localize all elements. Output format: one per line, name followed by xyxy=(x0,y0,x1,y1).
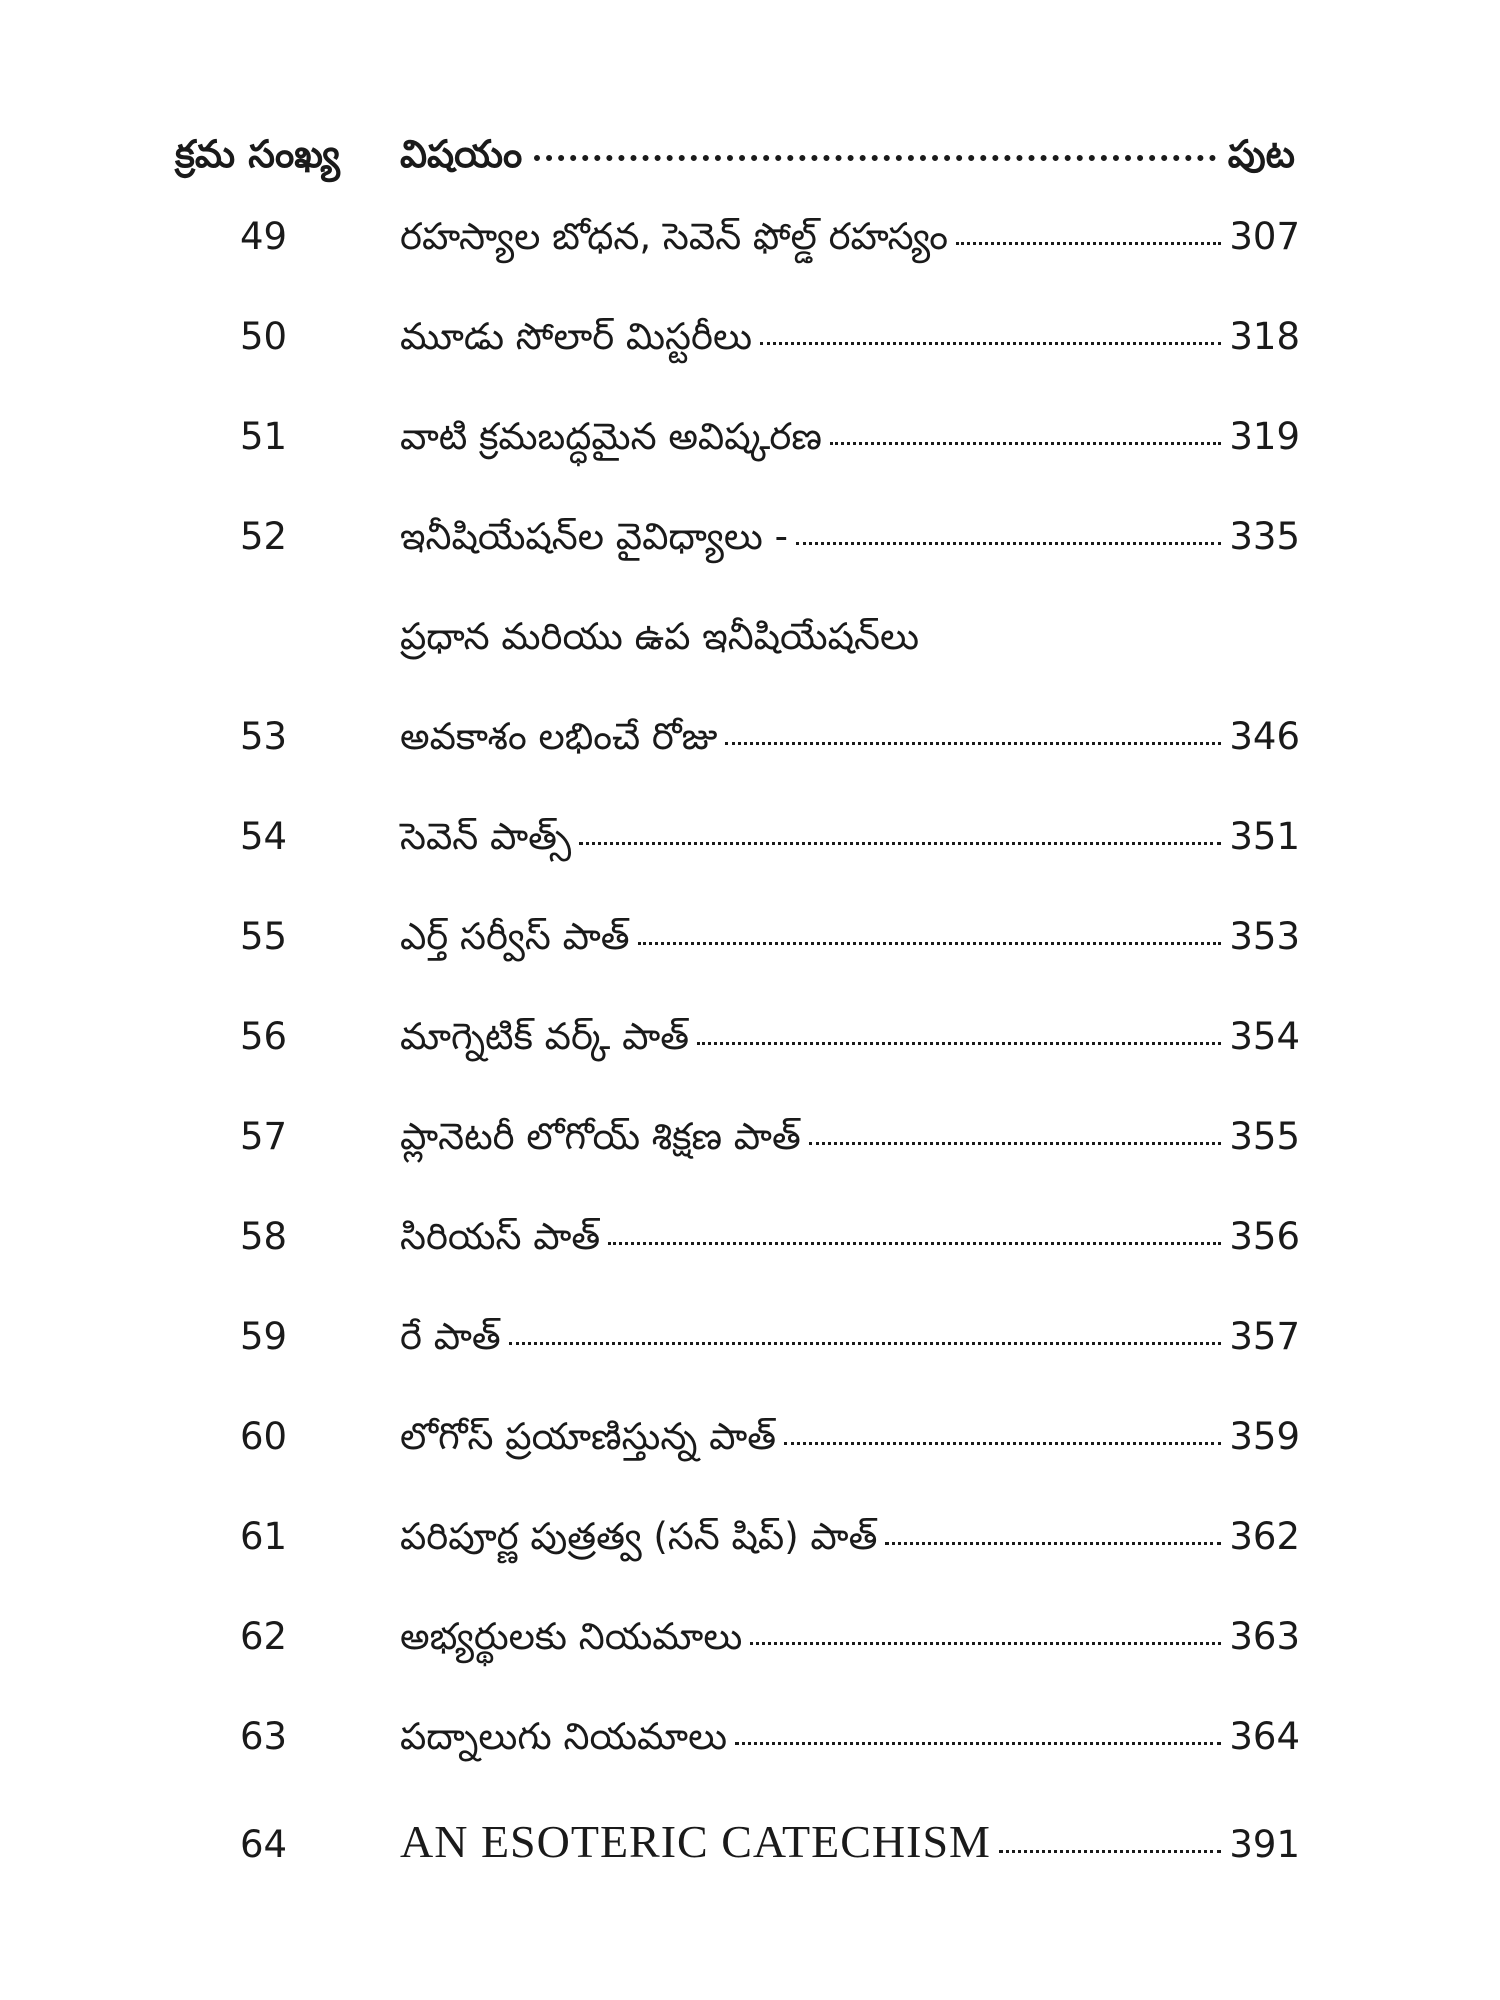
toc-entry xyxy=(240,515,1300,575)
entry-page: 319 xyxy=(1229,415,1300,458)
entry-number: 51 xyxy=(240,415,288,458)
dot-leader xyxy=(796,542,1221,545)
entry-title: మూడు సోలార్ మిస్టరీలు xyxy=(400,315,753,358)
toc-entry xyxy=(240,415,1300,475)
entry-title: రే పాత్ xyxy=(400,1315,501,1358)
dot-leader xyxy=(956,242,1221,245)
entry-page: 307 xyxy=(1229,215,1300,258)
toc-entry xyxy=(240,715,1300,775)
dot-leader xyxy=(735,1742,1221,1745)
dot-leader xyxy=(784,1442,1221,1445)
entry-title: సిరియస్ పాత్ xyxy=(400,1215,601,1258)
entry-page: 335 xyxy=(1229,515,1300,558)
entry-page: 356 xyxy=(1229,1215,1300,1258)
entry-number: 50 xyxy=(240,315,288,358)
entry-title: ఇనీషియేషన్‌ల వైవిధ్యాలు - xyxy=(400,515,788,558)
entry-page: 353 xyxy=(1229,915,1300,958)
dot-leader xyxy=(750,1642,1221,1645)
toc-entry xyxy=(240,1715,1300,1775)
entry-title: మాగ్నెటిక్ వర్క్ పాత్ xyxy=(400,1015,689,1058)
entry-number: 54 xyxy=(240,815,288,858)
dot-leader xyxy=(999,1850,1221,1853)
entry-page: 363 xyxy=(1229,1615,1300,1658)
entry-title: AN ESOTERIC CATECHISM xyxy=(400,1816,991,1867)
entry-number: 52 xyxy=(240,515,288,558)
entry-title: రహస్యాల బోధన, సెవెన్ ఫోల్డ్ రహస్యం xyxy=(400,215,949,258)
entry-title: ఎర్త్ సర్వీస్ పాత్ xyxy=(400,915,630,958)
entry-title: ప్లానెటరీ లోగోయ్ శిక్షణ పాత్ xyxy=(400,1115,801,1158)
dot-leader xyxy=(809,1142,1222,1145)
toc-entry xyxy=(240,915,1300,975)
entry-page: 357 xyxy=(1229,1315,1300,1358)
entry-page: 362 xyxy=(1229,1515,1300,1558)
toc-entry xyxy=(240,1015,1300,1075)
toc-entry xyxy=(240,815,1300,875)
entry-number: 55 xyxy=(240,915,288,958)
toc-entry xyxy=(240,215,1300,275)
toc-entry xyxy=(240,1615,1300,1675)
entry-page: 318 xyxy=(1229,315,1300,358)
entry-page: 351 xyxy=(1229,815,1300,858)
page-heading: పుట xyxy=(1227,132,1295,176)
entry-number: 61 xyxy=(240,1515,288,1558)
entry-title: లోగోస్ ప్రయాణిస్తున్న పాత్ xyxy=(400,1415,777,1458)
toc-entry xyxy=(240,1515,1300,1575)
entry-page: 355 xyxy=(1229,1115,1300,1158)
entry-title: వాటి క్రమబద్ధమైన అవిష్కరణ xyxy=(400,415,822,458)
toc-entry xyxy=(240,1315,1300,1375)
toc-entry xyxy=(240,1415,1300,1475)
entry-number: 58 xyxy=(240,1215,288,1258)
entry-number: 57 xyxy=(240,1115,288,1158)
entry-number: 62 xyxy=(240,1615,288,1658)
serial-number-heading: క్రమ సంఖ్య xyxy=(175,132,340,176)
toc-entry-continuation xyxy=(240,615,1300,675)
entry-number: 53 xyxy=(240,715,288,758)
entry-page: 359 xyxy=(1229,1415,1300,1458)
dot-leader xyxy=(638,942,1222,945)
entry-page: 354 xyxy=(1229,1015,1300,1058)
entry-title: అవకాశం లభించే రోజు xyxy=(400,715,718,758)
entry-title: ప్రధాన మరియు ఉప ఇనీషియేషన్‌లు xyxy=(400,615,920,658)
entry-page: 364 xyxy=(1229,1715,1300,1758)
entry-page: 391 xyxy=(1229,1823,1300,1866)
dot-leader xyxy=(830,442,1221,445)
dot-leader xyxy=(608,1242,1221,1245)
dot-leader xyxy=(579,842,1221,845)
dot-leader xyxy=(509,1342,1222,1345)
dot-leader xyxy=(725,742,1221,745)
entry-number: 64 xyxy=(240,1823,288,1866)
entry-number: 60 xyxy=(240,1415,288,1458)
entry-number: 59 xyxy=(240,1315,288,1358)
dot-leader xyxy=(885,1542,1221,1545)
entry-number: 49 xyxy=(240,215,288,258)
entry-title: సెవెన్ పాత్స్ xyxy=(400,815,572,858)
entry-title: పరిపూర్ణ పుత్రత్వ (సన్ షిప్) పాత్ xyxy=(400,1515,878,1558)
entry-page: 346 xyxy=(1229,715,1300,758)
dot-leader xyxy=(760,342,1221,345)
entry-number: 56 xyxy=(240,1015,288,1058)
subject-heading: విషయం xyxy=(400,132,523,176)
dot-leader xyxy=(697,1042,1221,1045)
toc-entry xyxy=(240,1815,1300,1875)
toc-entry xyxy=(240,315,1300,375)
entry-title: పద్నాలుగు నియమాలు xyxy=(400,1715,728,1758)
toc-entry xyxy=(240,1115,1300,1175)
entry-number: 63 xyxy=(240,1715,288,1758)
toc-entry xyxy=(240,1215,1300,1275)
entry-title: అభ్యర్థులకు నియమాలు xyxy=(400,1615,743,1658)
